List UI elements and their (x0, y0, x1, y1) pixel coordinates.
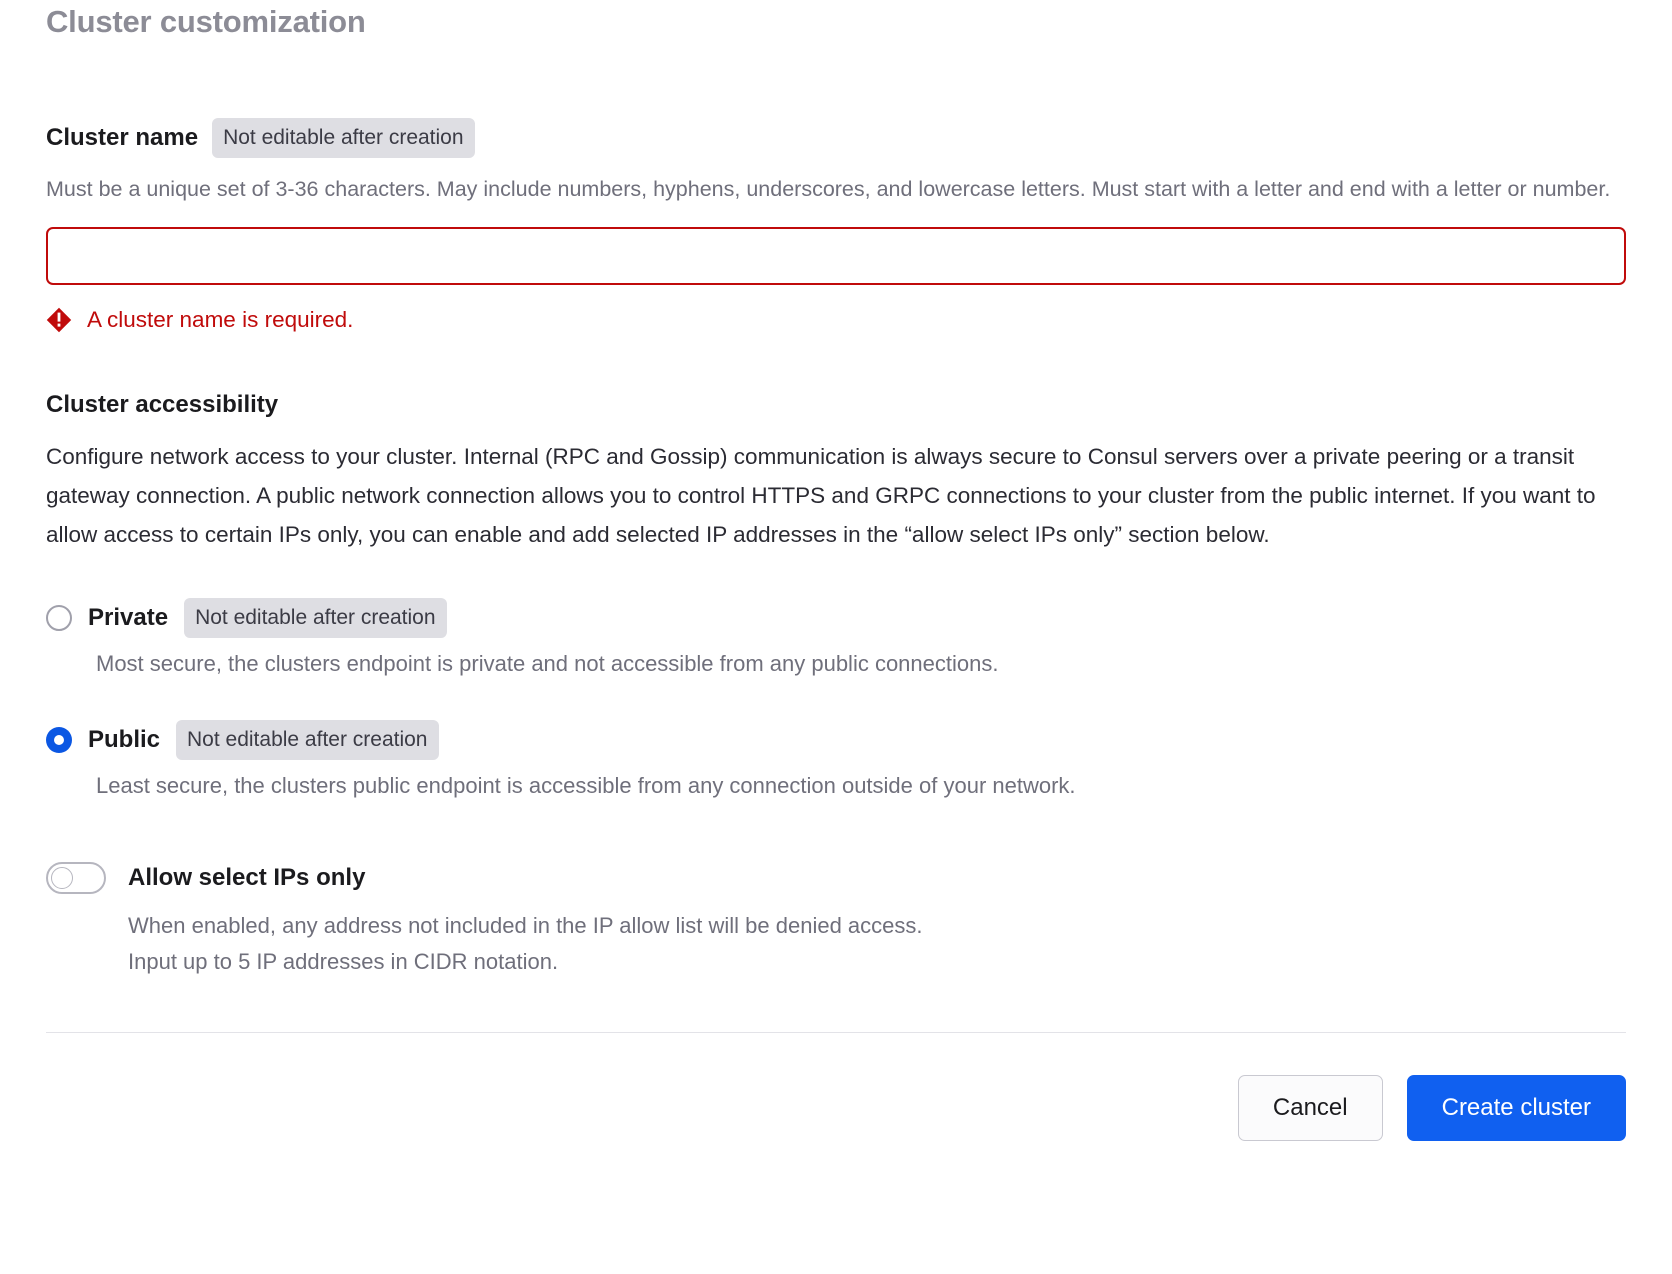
cluster-name-error-text: A cluster name is required. (87, 307, 354, 332)
radio-private-icon[interactable] (46, 605, 72, 631)
radio-public-badge: Not editable after creation (176, 720, 438, 760)
form-actions (46, 1075, 1626, 1141)
radio-private-label: Private (88, 604, 169, 631)
radio-public-label: Public (88, 726, 161, 753)
radio-private-description: Most secure, the clusters endpoint is private and not accessible from any public connections. (96, 651, 999, 676)
error-diamond-icon (46, 307, 72, 333)
allow-select-ips-description-line-1: When enabled, any address not included in the IP allow list will be denied access. (128, 913, 923, 938)
radio-public-icon[interactable] (46, 727, 72, 753)
cluster-name-label: Cluster name (46, 124, 199, 151)
allow-select-ips-block (46, 862, 1626, 980)
cluster-name-error (46, 307, 1626, 333)
radio-option-private[interactable] (46, 598, 1626, 638)
cluster-accessibility-title: Cluster accessibility (46, 391, 279, 418)
footer-divider (46, 1032, 1626, 1033)
cluster-name-help-text: Must be a unique set of 3-36 characters. May include numbers, hyphens, underscores, and lowercase letters. Must start with a letter and end with a letter or number. (46, 177, 1611, 201)
allow-select-ips-description (128, 908, 1626, 980)
cluster-name-not-editable-badge: Not editable after creation (212, 118, 474, 158)
cluster-name-input[interactable] (46, 227, 1626, 285)
allow-select-ips-row[interactable] (46, 862, 1626, 894)
radio-public-description: Least secure, the clusters public endpoint is accessible from any connection outside of your network. (96, 773, 1076, 798)
allow-select-ips-label: Allow select IPs only (128, 864, 366, 891)
cluster-name-label-row (46, 118, 1626, 158)
cluster-accessibility-description: Configure network access to your cluster. Internal (RPC and Gossip) communication is always secure to Consul servers over a private peering or a transit gateway connection. A public network connection allows you to control HTTPS and GRPC connections to your cluster from the public internet. If you want to allow access to certain IPs only, you can enable and add selected IP addresses in the “allow select IPs only” section below. (46, 444, 1596, 547)
create-cluster-button[interactable]: Create cluster (1407, 1075, 1626, 1141)
radio-private-badge: Not editable after creation (184, 598, 446, 638)
cancel-button[interactable]: Cancel (1238, 1075, 1383, 1141)
toggle-knob (51, 867, 73, 889)
cluster-accessibility-radio-group (46, 598, 1626, 800)
allow-select-ips-toggle[interactable] (46, 862, 106, 894)
radio-option-public[interactable] (46, 720, 1626, 760)
page-title: Cluster customization (46, 4, 366, 39)
allow-select-ips-description-line-2: Input up to 5 IP addresses in CIDR notation. (128, 949, 559, 974)
